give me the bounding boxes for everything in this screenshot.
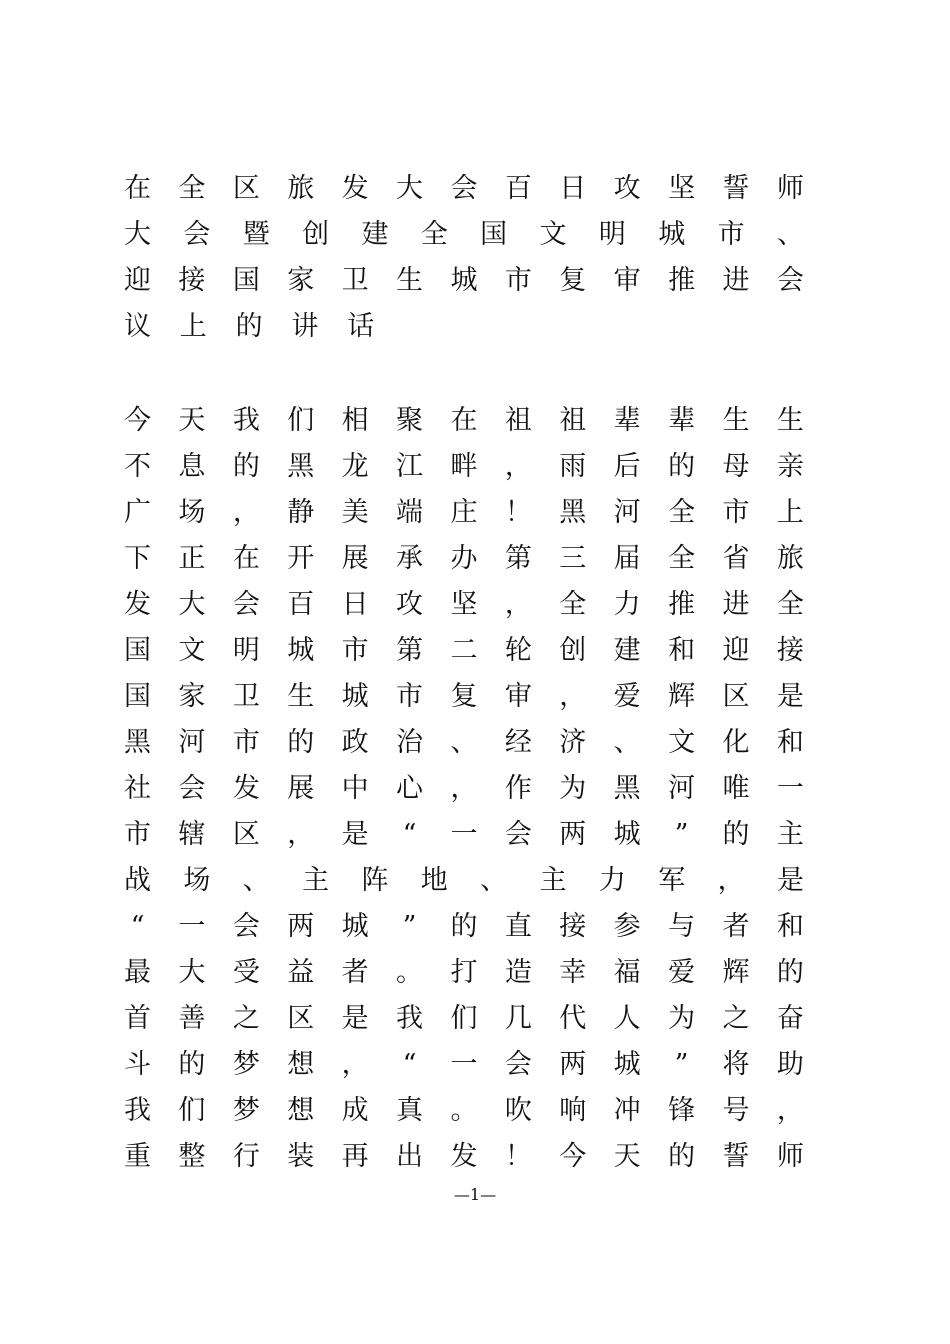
text-char: 号 xyxy=(722,1095,750,1126)
text-char: 是 xyxy=(341,819,369,850)
text-char: ， xyxy=(717,865,745,896)
text-char: 发 xyxy=(232,773,260,804)
text-char: 市 xyxy=(722,497,750,528)
text-char: 百 xyxy=(287,589,315,620)
text-char: 会 xyxy=(232,911,260,942)
text-char: 受 xyxy=(232,957,260,988)
text-char: 阵 xyxy=(361,865,389,896)
text-char: 政 xyxy=(341,727,369,758)
body-line xyxy=(124,904,804,950)
text-char: 的 xyxy=(287,727,315,758)
body-line xyxy=(124,582,804,628)
text-char: ” xyxy=(402,911,417,942)
text-char: 下 xyxy=(124,543,151,574)
text-char: 造 xyxy=(504,957,532,988)
text-char: 聚 xyxy=(396,405,424,436)
text-char: 参 xyxy=(613,911,641,942)
text-char: 今 xyxy=(559,1141,587,1172)
text-char: 的 xyxy=(235,311,263,342)
text-char: 祖 xyxy=(559,405,587,436)
text-char: 城 xyxy=(613,1049,641,1080)
text-char: ！ xyxy=(504,497,532,528)
text-char: 复 xyxy=(559,265,587,296)
text-char: ， xyxy=(504,589,532,620)
text-char: 城 xyxy=(341,681,369,712)
text-char: 一 xyxy=(178,911,206,942)
text-char: 场 xyxy=(178,497,206,528)
text-char: 暨 xyxy=(242,219,270,250)
body-line xyxy=(124,1134,804,1180)
text-char: ， xyxy=(232,497,260,528)
text-char: 议 xyxy=(124,311,151,342)
text-char: 创 xyxy=(559,635,587,666)
text-char: 上 xyxy=(776,497,804,528)
text-char: 日 xyxy=(559,173,587,204)
text-char: 创 xyxy=(302,219,330,250)
text-char: 建 xyxy=(613,635,641,666)
text-char: 城 xyxy=(658,219,686,250)
text-char: 装 xyxy=(287,1141,315,1172)
text-char: 经 xyxy=(504,727,532,758)
text-char: 的 xyxy=(722,819,750,850)
text-char: 之 xyxy=(722,1003,750,1034)
text-char: 我 xyxy=(124,1095,151,1126)
text-char: 首 xyxy=(124,1003,151,1034)
text-char: 天 xyxy=(178,405,206,436)
text-char: 全 xyxy=(776,589,804,620)
text-char: 、 xyxy=(776,219,804,250)
text-char: 爱 xyxy=(668,957,696,988)
text-char: 二 xyxy=(450,635,478,666)
text-char: 。 xyxy=(396,957,424,988)
text-char: 师 xyxy=(776,173,804,204)
text-char: 重 xyxy=(124,1141,151,1172)
text-char: 、 xyxy=(242,865,270,896)
text-char: 的 xyxy=(668,451,696,482)
text-char: 会 xyxy=(504,1049,532,1080)
text-char: 开 xyxy=(287,543,315,574)
text-char: 三 xyxy=(559,543,587,574)
body-line xyxy=(124,812,804,858)
text-char: 发 xyxy=(450,1141,478,1172)
text-char: 直 xyxy=(504,911,532,942)
text-char: 坚 xyxy=(450,589,478,620)
text-char: 届 xyxy=(613,543,641,574)
text-char: 、 xyxy=(450,727,478,758)
text-char: 幸 xyxy=(559,957,587,988)
text-char: 会 xyxy=(183,219,211,250)
text-char: 息 xyxy=(178,451,206,482)
text-char: 端 xyxy=(396,497,424,528)
text-char: 一 xyxy=(450,819,478,850)
text-char: 轮 xyxy=(504,635,532,666)
text-char: 全 xyxy=(668,543,696,574)
text-char: 第 xyxy=(396,635,424,666)
text-char: 辉 xyxy=(722,957,750,988)
text-char: 善 xyxy=(178,1003,206,1034)
document-title xyxy=(124,166,804,350)
text-char: 之 xyxy=(232,1003,260,1034)
text-char: 讲 xyxy=(291,311,319,342)
text-char: 第 xyxy=(504,543,532,574)
text-char: 两 xyxy=(559,819,587,850)
text-char: ， xyxy=(776,1095,804,1126)
text-char: 国 xyxy=(124,635,151,666)
text-char: 作 xyxy=(504,773,532,804)
text-char: 成 xyxy=(341,1095,369,1126)
text-char: 接 xyxy=(776,635,804,666)
text-char: 祖 xyxy=(504,405,532,436)
text-char: 静 xyxy=(287,497,315,528)
text-char: 大 xyxy=(178,589,206,620)
text-char: ” xyxy=(674,1049,689,1080)
text-char: 今 xyxy=(124,405,151,436)
text-char: 和 xyxy=(776,911,804,942)
text-char: 的 xyxy=(232,451,260,482)
text-char: 不 xyxy=(124,451,151,482)
text-char: 们 xyxy=(450,1003,478,1034)
text-char: 广 xyxy=(124,497,151,528)
text-char: 整 xyxy=(178,1141,206,1172)
text-char: 美 xyxy=(341,497,369,528)
text-char: 展 xyxy=(341,543,369,574)
text-char: 坚 xyxy=(668,173,696,204)
text-char: 全 xyxy=(178,173,206,204)
text-char: 市 xyxy=(504,265,532,296)
text-char: 城 xyxy=(450,265,478,296)
text-char: 两 xyxy=(287,911,315,942)
text-char: 卫 xyxy=(232,681,260,712)
text-char: ， xyxy=(450,773,478,804)
body-line xyxy=(124,858,804,904)
text-char: 文 xyxy=(539,219,567,250)
text-char: 家 xyxy=(287,265,315,296)
text-char: 河 xyxy=(613,497,641,528)
body-line xyxy=(124,490,804,536)
text-char: 文 xyxy=(668,727,696,758)
text-char: 生 xyxy=(722,405,750,436)
text-char: 们 xyxy=(287,405,315,436)
text-char: 主 xyxy=(302,865,330,896)
text-char: 审 xyxy=(504,681,532,712)
body-line xyxy=(124,1088,804,1134)
text-char: 审 xyxy=(613,265,641,296)
text-char: 江 xyxy=(396,451,424,482)
text-char: 百 xyxy=(504,173,532,204)
text-char: 在 xyxy=(450,405,478,436)
text-char: 辈 xyxy=(668,405,696,436)
text-char: 几 xyxy=(504,1003,532,1034)
text-char: 市 xyxy=(232,727,260,758)
text-char: 真 xyxy=(396,1095,424,1126)
text-char: 在 xyxy=(232,543,260,574)
text-char: 一 xyxy=(450,1049,478,1080)
text-char: 市 xyxy=(396,681,424,712)
text-char: 后 xyxy=(613,451,641,482)
text-char: ！ xyxy=(504,1141,532,1172)
text-char: 黑 xyxy=(287,451,315,482)
body-line xyxy=(124,766,804,812)
text-char: 相 xyxy=(341,405,369,436)
text-char: 地 xyxy=(420,865,448,896)
text-char: 话 xyxy=(347,311,375,342)
text-char: 助 xyxy=(776,1049,804,1080)
body-line xyxy=(124,950,804,996)
text-char: 将 xyxy=(722,1049,750,1080)
text-char: 两 xyxy=(559,1049,587,1080)
text-char: 办 xyxy=(450,543,478,574)
body-line xyxy=(124,996,804,1042)
text-char: 城 xyxy=(341,911,369,942)
text-char: 市 xyxy=(124,819,151,850)
text-char: 锋 xyxy=(668,1095,696,1126)
text-char: 会 xyxy=(450,173,478,204)
text-char: 旅 xyxy=(776,543,804,574)
text-char: 全 xyxy=(668,497,696,528)
text-char: 亲 xyxy=(776,451,804,482)
title-line xyxy=(124,304,804,350)
text-char: 建 xyxy=(361,219,389,250)
text-char: 爱 xyxy=(613,681,641,712)
text-char: 天 xyxy=(613,1141,641,1172)
text-char: 军 xyxy=(658,865,686,896)
text-char: 会 xyxy=(776,265,804,296)
text-char: 展 xyxy=(287,773,315,804)
text-char: 。 xyxy=(450,1095,478,1126)
text-char: 母 xyxy=(722,451,750,482)
text-char: 文 xyxy=(178,635,206,666)
text-char: 在 xyxy=(124,173,151,204)
text-char: 市 xyxy=(341,635,369,666)
text-char: “ xyxy=(130,911,145,942)
text-char: 的 xyxy=(776,957,804,988)
text-char: 主 xyxy=(539,865,567,896)
text-char: 我 xyxy=(396,1003,424,1034)
text-char: 力 xyxy=(613,589,641,620)
text-char: 生 xyxy=(287,681,315,712)
text-char: 龙 xyxy=(341,451,369,482)
text-char: 主 xyxy=(776,819,804,850)
text-char: 城 xyxy=(613,819,641,850)
document-body xyxy=(124,398,804,1180)
text-char: 辖 xyxy=(178,819,206,850)
text-char: 雨 xyxy=(559,451,587,482)
text-char: 生 xyxy=(776,405,804,436)
text-char: 正 xyxy=(178,543,206,574)
body-line xyxy=(124,1042,804,1088)
text-char: 迎 xyxy=(722,635,750,666)
text-char: 吹 xyxy=(504,1095,532,1126)
text-char: 日 xyxy=(341,589,369,620)
text-char: 响 xyxy=(559,1095,587,1126)
title-line xyxy=(124,212,804,258)
text-char: ” xyxy=(674,819,689,850)
text-char: 畔 xyxy=(450,451,478,482)
text-char: 者 xyxy=(722,911,750,942)
text-char: 梦 xyxy=(232,1095,260,1126)
text-char: 大 xyxy=(396,173,424,204)
text-char: 国 xyxy=(124,681,151,712)
text-char: 誓 xyxy=(722,1141,750,1172)
text-char: 为 xyxy=(668,1003,696,1034)
body-line xyxy=(124,536,804,582)
text-char: 区 xyxy=(232,173,260,204)
text-char: 和 xyxy=(776,727,804,758)
text-char: 、 xyxy=(480,865,508,896)
text-char: 黑 xyxy=(613,773,641,804)
text-char: 发 xyxy=(341,173,369,204)
text-char: 推 xyxy=(668,265,696,296)
text-char: 全 xyxy=(420,219,448,250)
text-char: 大 xyxy=(124,219,151,250)
text-char: ， xyxy=(287,819,315,850)
text-char: 庄 xyxy=(450,497,478,528)
text-char: 的 xyxy=(178,1049,206,1080)
text-char: 会 xyxy=(504,819,532,850)
text-char: 区 xyxy=(722,681,750,712)
text-char: 师 xyxy=(776,1141,804,1172)
text-char: 斗 xyxy=(124,1049,151,1080)
text-char: 治 xyxy=(396,727,424,758)
text-char: ， xyxy=(559,681,587,712)
text-char: 会 xyxy=(178,773,206,804)
text-char: 国 xyxy=(480,219,508,250)
text-char: 想 xyxy=(287,1049,315,1080)
text-char: “ xyxy=(402,819,417,850)
body-line xyxy=(124,674,804,720)
text-char: 、 xyxy=(613,727,641,758)
text-char: 福 xyxy=(613,957,641,988)
text-char: 唯 xyxy=(722,773,750,804)
text-char: 生 xyxy=(396,265,424,296)
text-char: 攻 xyxy=(396,589,424,620)
text-char: 的 xyxy=(668,1141,696,1172)
text-char: ， xyxy=(504,451,532,482)
text-char: 旅 xyxy=(287,173,315,204)
text-char: 出 xyxy=(396,1141,424,1172)
text-char: 行 xyxy=(232,1141,260,1172)
text-char: 接 xyxy=(559,911,587,942)
body-line xyxy=(124,398,804,444)
text-char: 发 xyxy=(124,589,151,620)
text-char: 是 xyxy=(776,681,804,712)
text-char: 是 xyxy=(776,865,804,896)
text-char: 迎 xyxy=(124,265,151,296)
text-char: 战 xyxy=(124,865,151,896)
text-char: 奋 xyxy=(776,1003,804,1034)
title-line xyxy=(124,258,804,304)
text-char: ， xyxy=(341,1049,369,1080)
text-char: 进 xyxy=(722,589,750,620)
text-char: 市 xyxy=(717,219,745,250)
text-char: 国 xyxy=(232,265,260,296)
text-char: 我 xyxy=(232,405,260,436)
text-char: 再 xyxy=(341,1141,369,1172)
text-char: “ xyxy=(402,1049,417,1080)
text-char: 和 xyxy=(668,635,696,666)
text-char: 是 xyxy=(341,1003,369,1034)
text-char: 辈 xyxy=(613,405,641,436)
page-number: —1— xyxy=(453,1185,497,1204)
text-char: 打 xyxy=(450,957,478,988)
body-line xyxy=(124,444,804,490)
text-char: 攻 xyxy=(613,173,641,204)
text-char: 心 xyxy=(396,773,424,804)
text-char: 济 xyxy=(559,727,587,758)
text-char: 明 xyxy=(232,635,260,666)
text-char: 推 xyxy=(668,589,696,620)
text-char: 化 xyxy=(722,727,750,758)
text-char: 区 xyxy=(287,1003,315,1034)
body-line xyxy=(124,628,804,674)
text-char: 省 xyxy=(722,543,750,574)
text-char: 代 xyxy=(559,1003,587,1034)
text-char: 复 xyxy=(450,681,478,712)
text-char: 家 xyxy=(178,681,206,712)
title-line xyxy=(124,166,804,212)
text-char: 会 xyxy=(232,589,260,620)
text-char: 进 xyxy=(722,265,750,296)
text-char: 一 xyxy=(776,773,804,804)
text-char: 明 xyxy=(598,219,626,250)
text-char: 辉 xyxy=(668,681,696,712)
text-char: 誓 xyxy=(722,173,750,204)
text-char: 人 xyxy=(613,1003,641,1034)
text-char: 河 xyxy=(668,773,696,804)
text-char: 卫 xyxy=(341,265,369,296)
text-char: 的 xyxy=(450,911,478,942)
text-char: 们 xyxy=(178,1095,206,1126)
text-char: 最 xyxy=(124,957,151,988)
text-char: 接 xyxy=(178,265,206,296)
text-char: 场 xyxy=(183,865,211,896)
text-char: 区 xyxy=(232,819,260,850)
text-char: 梦 xyxy=(232,1049,260,1080)
text-char: 益 xyxy=(287,957,315,988)
text-char: 城 xyxy=(287,635,315,666)
text-char: 与 xyxy=(668,911,696,942)
text-char: 者 xyxy=(341,957,369,988)
text-char: 冲 xyxy=(613,1095,641,1126)
text-char: 上 xyxy=(179,311,207,342)
text-char: 黑 xyxy=(124,727,151,758)
text-char: 承 xyxy=(396,543,424,574)
text-char: 力 xyxy=(598,865,626,896)
text-char: 全 xyxy=(559,589,587,620)
text-char: 社 xyxy=(124,773,151,804)
text-char: 河 xyxy=(178,727,206,758)
text-char: 黑 xyxy=(559,497,587,528)
body-line xyxy=(124,720,804,766)
text-char: 中 xyxy=(341,773,369,804)
text-char: 想 xyxy=(287,1095,315,1126)
text-char: 大 xyxy=(178,957,206,988)
text-char: 为 xyxy=(559,773,587,804)
